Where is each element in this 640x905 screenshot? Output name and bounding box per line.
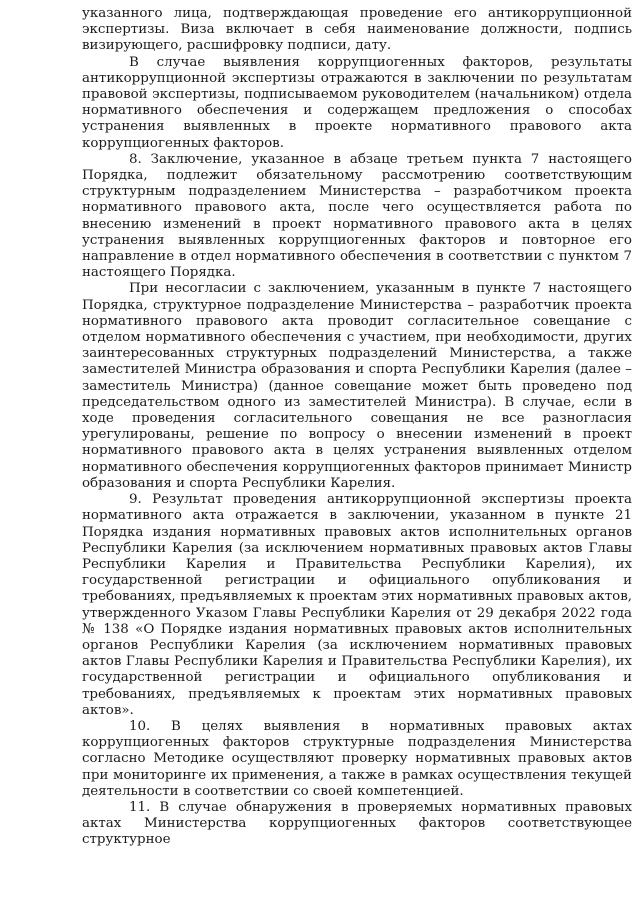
paragraph-item-10: 10. В целях выявления в нормативных правовых актах коррупциогенных факторов структурные подразделения Министерства согласно Методике осуществляют проверку нормативных правовых актов при мониторинге их применения, а также в рамках осуществления текущей деятельности в соответствии со своей компетенцией. [82, 718, 632, 799]
paragraph-item-9: 9. Результат проведения антикоррупционной экспертизы проекта нормативного акта отражается в заключении, указанном в пункте 21 Порядка издания нормативных правовых актов исполнительных органов Республики Карелия (за исключением нормативных правовых актов Главы Республики Карелия и Правительства Республики Карелия), их государственной регистрации и официального опубликования и требованиях, предъявляемых к проектам этих нормативных правовых актов, утвержденного Указом Главы Республики Карелия от 29 декабря 2022 года № 138 «О Порядке издания нормативных правовых актов исполнительных органов Республики Карелия (за исключением нормативных правовых актов Главы Республики Карелия и Правительства Республики Карелия), их государственной регистрации и официального опубликования и требованиях, предъявляемых к проектам этих нормативных правовых актов». [82, 492, 632, 718]
paragraph-disagreement: При несогласии с заключением, указанным в пункте 7 настоящего Порядка, структурное подразделение Министерства – разработчик проекта нормативного правового акта проводит согласительное совещание с отделом нормативного обеспечения с участием, при необходимости, других заинтересованных структурных подразделений Министерства, а также заместителей Министра образования и спорта Республики Карелия (далее – заместитель Министра) (данное совещание может быть проведено под председательством одного из заместителей Министра). В случае, если в ходе проведения согласительного совещания не все разногласия урегулированы, решение по вопросу о внесении изменений в проект нормативного правового акта в целях устранения выявленных отделом нормативного обеспечения коррупциогенных факторов принимает Министр образования и спорта Республики Карелия. [82, 281, 632, 491]
paragraph-item-8: 8. Заключение, указанное в абзаце третьем пункта 7 настоящего Порядка, подлежит обязательному рассмотрению соответствующим структурным подразделением Министерства – разработчиком проекта нормативного правового акта, после чего осуществляется работа по внесению изменений в проект нормативного правового акта в целях устранения выявленных коррупциогенных факторов и повторное его направление в отдел нормативного обеспечения в соответствии с пунктом 7 настоящего Порядка. [82, 151, 632, 281]
paragraph-visa: указанного лица, подтверждающая проведение его антикоррупционной экспертизы. Виза включает в себя наименование должности, подпись визирующего, расшифровку подписи, дату. [82, 6, 632, 54]
paragraph-item-11: 11. В случае обнаружения в проверяемых нормативных правовых актах Министерства коррупциогенных факторов соответствующее структурное [82, 799, 632, 848]
document-body [82, 6, 632, 849]
paragraph-corruption-factors: В случае выявления коррупциогенных факторов, результаты антикоррупционной экспертизы отражаются в заключении по результатам правовой экспертизы, подписываемом руководителем (начальником) отдела нормативного обеспечения и содержащем предложения о способах устранения выявленных в проекте нормативного правового акта коррупциогенных факторов. [82, 54, 632, 151]
